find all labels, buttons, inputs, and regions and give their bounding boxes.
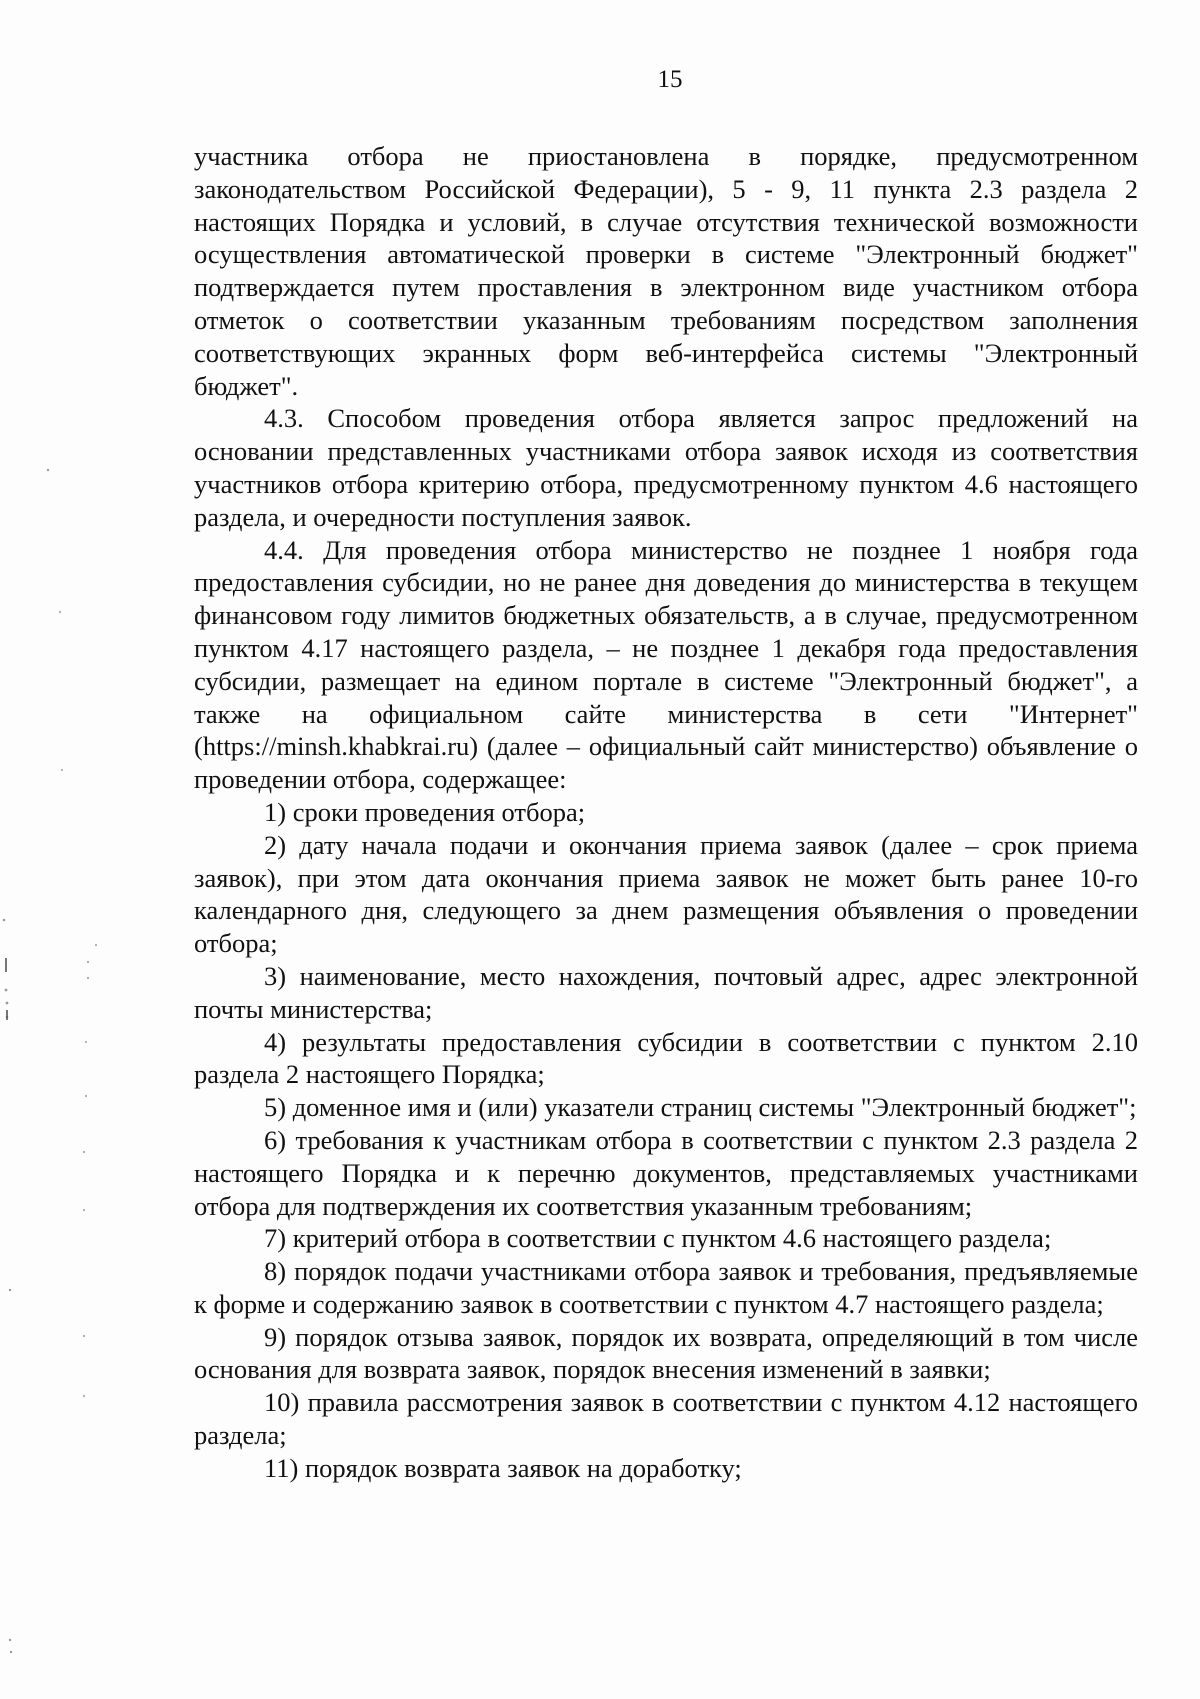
paragraph-4-3: 4.3. Способом проведения отбора является запрос предложений на основании представленных участниками отбора заявок исходя из соответствия участников отбора критерию отбора, предусмотренному пунктом 4.6 настоящего раздела, и очередности поступления заявок.	[194, 403, 1138, 532]
page-number: 15	[657, 66, 683, 93]
list-item-10: 10) правила рассмотрения заявок в соответствии с пунктом 4.12 настоящего раздела;	[194, 1387, 1138, 1451]
list-item-9: 9) порядок отзыва заявок, порядок их возврата, определяющий в том числе основания для возврата заявок, порядок внесения изменений в заявки;	[194, 1321, 1138, 1385]
list-item-7: 7) критерий отбора в соответствии с пунктом 4.6 настоящего раздела;	[264, 1223, 1052, 1254]
list-item-6: 6) требования к участникам отбора в соответствии с пунктом 2.3 раздела 2 настоящего Порядка и к перечню документов, представляемых участниками отбора для подтверждения их соответствия указанным требованиям;	[194, 1124, 1138, 1221]
list-item-11: 11) порядок возврата заявок на доработку;	[264, 1452, 742, 1483]
list-item-2: 2) дату начала подачи и окончания приема заявок (далее – срок приема заявок), при этом дата окончания приема заявок не может быть ранее 10-го календарного дня, следующего за днем размещения объявления о проведении отбора;	[194, 829, 1138, 959]
paragraph-continuation: участника отбора не приостановлена в порядке, предусмотренном законодательством Российской Федерации), 5 - 9, 11 пункта 2.3 раздела 2 настоящих Порядка и условий, в случае отсутствия технической возможности осуществления автоматической проверки в системе "Электронный бюджет" подтверждается путем проставления в электронном виде участником отбора отметок о соответствии указанным требованиям посредством заполнения соответствующих экранных форм веб-интерфейса системы "Электронный бюджет".	[194, 141, 1138, 401]
paragraph-4-4: 4.4. Для проведения отбора министерство не позднее 1 ноября года предоставления субсидии, но не ранее дня доведения до министерства в текущем финансовом году лимитов бюджетных обязательств, а в случае, предусмотренном пунктом 4.17 настоящего раздела, – не позднее 1 декабря года предоставления субсидии, размещает на едином портале в системе "Электронный бюджет", а также на официальном сайте министерства в сети "Интернет" (https://minsh.khabkrai.ru) (далее – официальный сайт министерство) объявление о проведении отбора, содержащее:	[194, 534, 1138, 795]
list-item-1: 1) сроки проведения отбора;	[264, 796, 586, 827]
scan-margin-marks	[0, 0, 130, 1699]
list-item-8: 8) порядок подачи участниками отбора заявок и требования, предъявляемые к форме и содержанию заявок в соответствии с пунктом 4.7 настоящего раздела;	[194, 1256, 1138, 1319]
list-item-3: 3) наименование, место нахождения, почтовый адрес, адрес электронной почты министерства;	[194, 960, 1138, 1024]
list-item-4: 4) результаты предоставления субсидии в соответствии с пунктом 2.10 раздела 2 настоящего Порядка;	[194, 1026, 1138, 1090]
list-item-5: 5) доменное имя и (или) указатели страниц системы "Электронный бюджет";	[264, 1092, 1137, 1123]
document-body	[194, 140, 1138, 1485]
